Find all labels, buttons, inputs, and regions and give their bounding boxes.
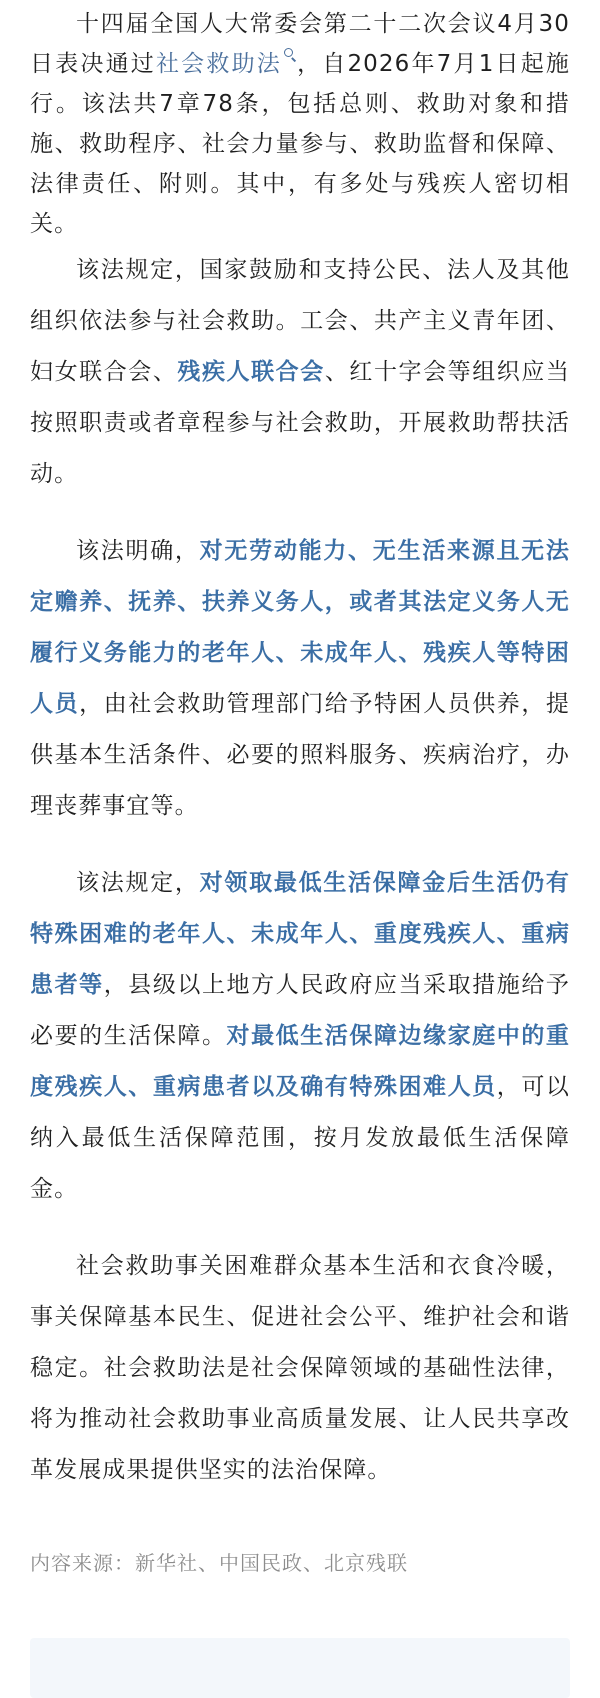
paragraph-2-text-b: 、红十字会等组织应当按照职责或者章程参与社会救助，开展救助帮扶活动。 <box>30 359 571 487</box>
paragraph-2 <box>30 245 570 500</box>
paragraph-1 <box>30 0 570 244</box>
paragraph-4 <box>30 858 570 1215</box>
paragraph-1-text-b: ，自2026年7月1日起施行。该法共7章78条，包括总则、救助对象和措施、救助程序、社会力量参与、救助监督和保障、法律责任、附则。其中，有多处与残疾人密切相关。 <box>30 51 571 237</box>
paragraph-4-text-c: ，可以纳入最低生活保障范围，按月发放最低生活保障金。 <box>30 1074 570 1202</box>
paragraph-5 <box>30 1241 570 1496</box>
paragraph-4-text-b: ，县级以上地方人民政府应当采取措施给予必要的生活保障。 <box>30 972 570 1049</box>
paragraph-3 <box>30 526 570 832</box>
paragraph-3-text-a: 该法明确， <box>76 538 200 564</box>
paragraph-2-text-a: 该法规定，国家鼓励和支持公民、法人及其他组织依法参与社会救助。工会、共产主义青年团、妇女联合会、 <box>30 257 570 385</box>
content-source: 内容来源：新华社、中国民政、北京残联 <box>30 1551 408 1575</box>
paragraph-5-text: 社会救助事关困难群众基本生活和衣食冷暖，事关保障基本民生、促进社会公平、维护社会和谐稳定。社会救助法是社会保障领域的基础性法律，将为推动社会救助事业高质量发展、让人民共享改革发展成果提供坚实的法治保障。 <box>30 1253 570 1483</box>
paragraph-4-highlight-2: 对最低生活保障边缘家庭中的重度残疾人、重病患者以及确有特殊困难人员 <box>30 1023 570 1100</box>
search-icon[interactable] <box>284 48 296 62</box>
paragraph-4-highlight-1: 对领取最低生活保障金后生活仍有特殊困难的老年人、未成年人、重度残疾人、重病患者等 <box>30 870 571 998</box>
bottom-card <box>30 1638 570 1698</box>
law-link[interactable]: 社会救助法 <box>155 51 282 77</box>
paragraph-3-highlight: 对无劳动能力、无生活来源且无法定赡养、抚养、扶养义务人，或者其法定义务人无履行义务能力的老年人、未成年人、残疾人等特困人员 <box>30 538 571 717</box>
paragraph-3-text-b: ，由社会救助管理部门给予特困人员供养，提供基本生活条件、必要的照料服务、疾病治疗，办理丧葬事宜等。 <box>30 691 571 819</box>
paragraph-2-highlight: 残疾人联合会 <box>177 359 325 385</box>
article-body <box>30 0 570 1578</box>
paragraph-4-text-a: 该法规定， <box>76 870 200 896</box>
paragraph-1-text-a: 十四届全国人大常委会第二十二次会议4月30日表决通过 <box>30 11 570 77</box>
